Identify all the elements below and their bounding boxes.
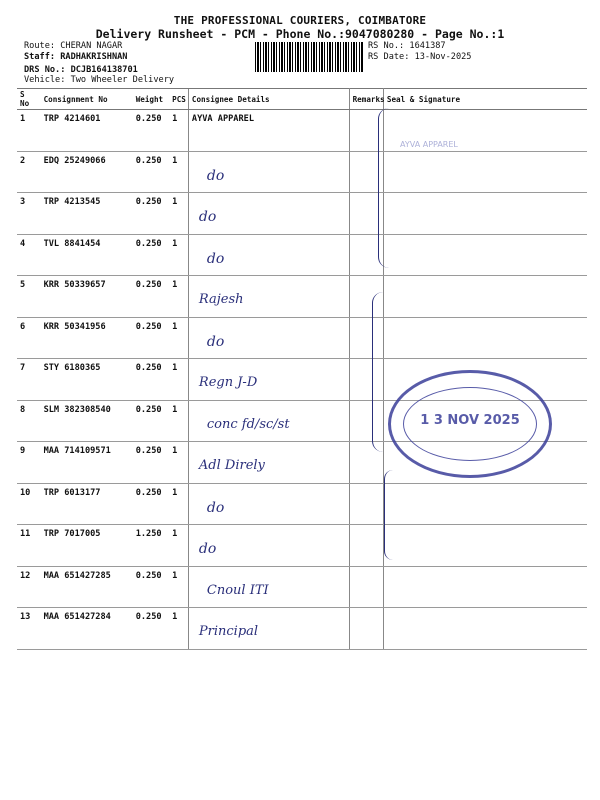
- cell-consignee: [188, 525, 349, 567]
- cell-seal: [383, 483, 587, 525]
- cell-sno: 1: [17, 110, 41, 152]
- cell-consignee: [188, 276, 349, 318]
- table-row: [17, 483, 587, 525]
- cell-weight: 0.250: [133, 608, 169, 650]
- cell-weight: 0.250: [133, 317, 169, 359]
- consignee-name: AYVA APPAREL: [191, 114, 254, 124]
- cell-weight: 0.250: [133, 276, 169, 318]
- cell-weight: 0.250: [133, 193, 169, 235]
- cell-pcs: 1: [169, 400, 188, 442]
- stamp-date: 1 3 NOV 2025: [420, 413, 520, 428]
- handwritten-note: do: [206, 333, 225, 350]
- cell-sno: 6: [17, 317, 41, 359]
- handwritten-note: do: [206, 250, 225, 267]
- cell-sno: 7: [17, 359, 41, 401]
- signature-bracket: [378, 108, 389, 268]
- cell-pcs: 1: [169, 483, 188, 525]
- cell-consignment: MAA 651427285: [41, 566, 133, 608]
- route-label: Route: CHERAN NAGAR: [24, 41, 123, 51]
- cell-consignment: MAA 651427284: [41, 608, 133, 650]
- col-seal: Seal & Signature: [383, 89, 587, 110]
- cell-pcs: 1: [169, 151, 188, 193]
- handwritten-note: Regn J-D: [198, 375, 258, 390]
- cell-consignee: [188, 566, 349, 608]
- cell-weight: 0.250: [133, 359, 169, 401]
- signature-bracket: [384, 470, 393, 560]
- cell-weight: 0.250: [133, 566, 169, 608]
- cell-seal: [383, 317, 587, 359]
- cell-sno: 5: [17, 276, 41, 318]
- handwritten-note: do: [206, 167, 225, 184]
- handwritten-note: do: [198, 209, 217, 225]
- cell-consignment: TRP 4214601: [41, 110, 133, 152]
- cell-weight: 0.250: [133, 483, 169, 525]
- signature-bracket: [372, 292, 383, 452]
- cell-pcs: 1: [169, 442, 188, 484]
- cell-remarks: [349, 566, 383, 608]
- received-stamp: [388, 370, 552, 478]
- col-weight: Weight: [133, 89, 169, 110]
- table-header-row: [17, 89, 587, 110]
- cell-consignee: [188, 442, 349, 484]
- cell-sno: 13: [17, 608, 41, 650]
- cell-sno: 8: [17, 400, 41, 442]
- table-row: [17, 193, 587, 235]
- handwritten-note: Cnoul ITI: [206, 582, 269, 598]
- cell-remarks: [349, 525, 383, 567]
- cell-weight: 0.250: [133, 110, 169, 152]
- staff-label: Staff: RADHAKRISHNAN: [24, 52, 128, 62]
- cell-seal: [383, 276, 587, 318]
- cell-consignee: [188, 317, 349, 359]
- cell-pcs: 1: [169, 359, 188, 401]
- table-row: [17, 110, 587, 152]
- cell-consignee: [188, 151, 349, 193]
- table-row: [17, 276, 587, 318]
- cell-pcs: 1: [169, 110, 188, 152]
- cell-seal: [383, 566, 587, 608]
- cell-consignment: TRP 4213545: [41, 193, 133, 235]
- handwritten-note: Adl Direly: [198, 458, 265, 473]
- cell-consignment: TRP 7017005: [41, 525, 133, 567]
- cell-seal: [383, 151, 587, 193]
- cell-weight: 0.250: [133, 400, 169, 442]
- cell-consignment: TVL 8841454: [41, 234, 133, 276]
- table-row: [17, 234, 587, 276]
- runsheet-title: Delivery Runsheet - PCM - Phone No.:9047080280 - Page No.:1: [95, 27, 505, 41]
- handwritten-note: Principal: [198, 624, 259, 639]
- cell-seal: [383, 608, 587, 650]
- cell-consignee: [188, 359, 349, 401]
- cell-sno: 11: [17, 525, 41, 567]
- runsheet-table: [17, 88, 587, 650]
- cell-sno: 4: [17, 234, 41, 276]
- cell-sno: 2: [17, 151, 41, 193]
- cell-pcs: 1: [169, 566, 188, 608]
- cell-pcs: 1: [169, 317, 188, 359]
- handwritten-note: do: [198, 541, 217, 557]
- vehicle-label: Vehicle: Two Wheeler Delivery: [24, 75, 175, 85]
- cell-consignee: [188, 608, 349, 650]
- col-sno: S No: [17, 89, 41, 110]
- cell-consignment: SLM 382308540: [41, 400, 133, 442]
- cell-consignee: [188, 483, 349, 525]
- cell-consignment: MAA 714109571: [41, 442, 133, 484]
- cell-seal: [383, 234, 587, 276]
- cell-weight: 0.250: [133, 442, 169, 484]
- col-remarks: Remarks: [349, 89, 383, 110]
- cell-consignee: [188, 193, 349, 235]
- cell-consignee: [188, 110, 349, 152]
- cell-consignment: KRR 50341956: [41, 317, 133, 359]
- company-name: THE PROFESSIONAL COURIERS, COIMBATORE: [173, 14, 427, 27]
- rs-number: RS No.: 1641387: [368, 41, 446, 51]
- drs-number: DRS No.: DCJB164138701: [24, 65, 138, 75]
- cell-sno: 10: [17, 483, 41, 525]
- cell-consignment: EDQ 25249066: [41, 151, 133, 193]
- handwritten-note: do: [206, 499, 225, 516]
- cell-consignee: [188, 234, 349, 276]
- cell-consignment: STY 6180365: [41, 359, 133, 401]
- table-row: [17, 566, 587, 608]
- cell-seal: [383, 193, 587, 235]
- col-pcs: PCS: [169, 89, 188, 110]
- table-row: [17, 608, 587, 650]
- cell-sno: 3: [17, 193, 41, 235]
- cell-seal: [383, 525, 587, 567]
- table-row: [17, 525, 587, 567]
- cell-weight: 0.250: [133, 151, 169, 193]
- handwritten-note: conc fd/sc/st: [206, 416, 290, 432]
- cell-remarks: [349, 608, 383, 650]
- cell-pcs: 1: [169, 525, 188, 567]
- barcode-icon: [255, 42, 363, 72]
- table-row: [17, 317, 587, 359]
- col-consignment: Consignment No: [41, 89, 133, 110]
- cell-consignment: TRP 6013177: [41, 483, 133, 525]
- cell-consignee: [188, 400, 349, 442]
- cell-consignment: KRR 50339657: [41, 276, 133, 318]
- table-row: [17, 151, 587, 193]
- cell-pcs: 1: [169, 276, 188, 318]
- cell-remarks: [349, 483, 383, 525]
- seal-impression: AYVA APPAREL: [400, 140, 458, 149]
- cell-sno: 9: [17, 442, 41, 484]
- col-consignee: Consignee Details: [188, 89, 349, 110]
- cell-sno: 12: [17, 566, 41, 608]
- cell-weight: 1.250: [133, 525, 169, 567]
- cell-pcs: 1: [169, 193, 188, 235]
- cell-pcs: 1: [169, 608, 188, 650]
- handwritten-note: Rajesh: [198, 292, 244, 307]
- cell-weight: 0.250: [133, 234, 169, 276]
- cell-pcs: 1: [169, 234, 188, 276]
- rs-date: RS Date: 13-Nov-2025: [368, 52, 472, 62]
